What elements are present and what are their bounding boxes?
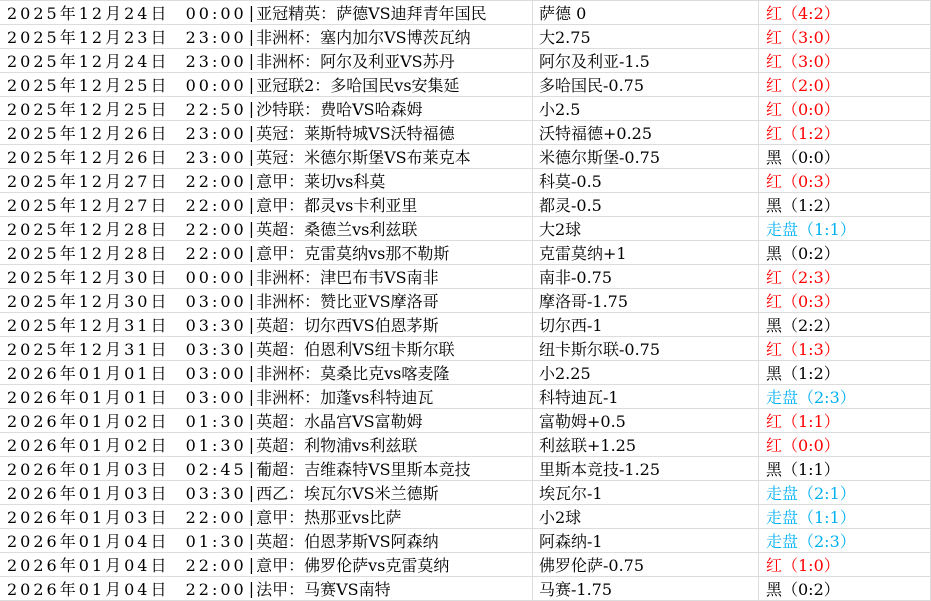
handicap-cell[interactable] bbox=[532, 25, 758, 48]
separator: | bbox=[248, 387, 255, 406]
table-row bbox=[0, 1, 931, 25]
match-info-cell[interactable] bbox=[0, 505, 532, 528]
table-row bbox=[0, 289, 931, 313]
result-text: 黑（1:2） bbox=[766, 196, 840, 215]
handicap-cell[interactable] bbox=[532, 97, 758, 120]
separator: | bbox=[248, 267, 255, 286]
handicap-cell[interactable] bbox=[532, 145, 758, 168]
handicap-cell[interactable] bbox=[532, 577, 758, 600]
table-row bbox=[0, 553, 931, 577]
result-text: 黑（0:2） bbox=[766, 244, 840, 263]
match-info-cell[interactable] bbox=[0, 25, 532, 48]
handicap-pick: 小2球 bbox=[539, 508, 582, 527]
result-text: 走盘（2:1） bbox=[766, 484, 856, 503]
match-info-cell[interactable] bbox=[0, 169, 532, 192]
result-text: 走盘（2:3） bbox=[766, 388, 856, 407]
league-match: 意甲：佛罗伦萨vs克雷莫纳 bbox=[256, 556, 450, 575]
league-match: 非洲杯：阿尔及利亚VS苏丹 bbox=[256, 52, 455, 71]
match-info-cell[interactable] bbox=[0, 433, 532, 456]
result-text: 红（1:0） bbox=[766, 556, 840, 575]
separator: | bbox=[248, 147, 255, 166]
handicap-pick: 阿森纳-1 bbox=[539, 532, 603, 551]
handicap-cell[interactable] bbox=[532, 217, 758, 240]
result-cell[interactable] bbox=[758, 313, 931, 336]
league-match: 英超：切尔西VS伯恩茅斯 bbox=[256, 316, 439, 335]
result-cell[interactable] bbox=[758, 73, 931, 96]
league-match: 意甲：克雷莫纳vs那不勒斯 bbox=[256, 244, 450, 263]
result-cell[interactable] bbox=[758, 385, 931, 408]
match-datetime: 2026年01月02日 01:30 bbox=[7, 412, 247, 431]
separator: | bbox=[248, 75, 255, 94]
match-datetime: 2025年12月27日 22:00 bbox=[7, 172, 247, 191]
match-info-cell[interactable] bbox=[0, 457, 532, 480]
separator: | bbox=[248, 339, 255, 358]
league-match: 亚冠联2：多哈国民vs安集延 bbox=[256, 76, 460, 95]
separator: | bbox=[248, 459, 255, 478]
handicap-cell[interactable] bbox=[532, 313, 758, 336]
table-row bbox=[0, 481, 931, 505]
match-info-cell[interactable] bbox=[0, 577, 532, 600]
result-cell[interactable] bbox=[758, 337, 931, 360]
match-datetime: 2026年01月02日 01:30 bbox=[7, 436, 247, 455]
match-datetime: 2025年12月24日 23:00 bbox=[7, 52, 247, 71]
match-datetime: 2026年01月01日 03:00 bbox=[7, 364, 247, 383]
league-match: 英超：桑德兰vs利兹联 bbox=[256, 220, 418, 239]
league-match: 非洲杯：塞内加尔VS博茨瓦纳 bbox=[256, 28, 471, 47]
separator: | bbox=[248, 531, 255, 550]
handicap-pick: 富勒姆+0.5 bbox=[539, 412, 626, 431]
result-cell[interactable] bbox=[758, 121, 931, 144]
result-cell[interactable] bbox=[758, 169, 931, 192]
result-text: 红（3:0） bbox=[766, 28, 840, 47]
table-row bbox=[0, 577, 931, 601]
result-text: 红（4:2） bbox=[766, 4, 840, 23]
match-info-cell[interactable] bbox=[0, 313, 532, 336]
league-match: 英超：伯恩利VS纽卡斯尔联 bbox=[256, 340, 455, 359]
league-match: 葡超：吉维森特VS里斯本竞技 bbox=[256, 460, 471, 479]
league-match: 法甲：马赛VS南特 bbox=[256, 580, 391, 599]
table-row bbox=[0, 145, 931, 169]
handicap-pick: 科特迪瓦-1 bbox=[539, 388, 619, 407]
match-datetime: 2025年12月30日 03:00 bbox=[7, 292, 247, 311]
league-match: 西乙：埃瓦尔VS米兰德斯 bbox=[256, 484, 439, 503]
result-text: 红（0:3） bbox=[766, 172, 840, 191]
match-info-cell[interactable] bbox=[0, 217, 532, 240]
handicap-cell[interactable] bbox=[532, 529, 758, 552]
handicap-cell[interactable] bbox=[532, 121, 758, 144]
handicap-cell[interactable] bbox=[532, 361, 758, 384]
result-text: 红（0:0） bbox=[766, 436, 840, 455]
result-cell[interactable] bbox=[758, 433, 931, 456]
result-cell[interactable] bbox=[758, 193, 931, 216]
match-datetime: 2026年01月04日 22:00 bbox=[7, 556, 247, 575]
handicap-cell[interactable] bbox=[532, 409, 758, 432]
handicap-pick: 摩洛哥-1.75 bbox=[539, 292, 629, 311]
league-match: 非洲杯：赞比亚VS摩洛哥 bbox=[256, 292, 439, 311]
separator: | bbox=[248, 555, 255, 574]
handicap-cell[interactable] bbox=[532, 193, 758, 216]
result-text: 走盘（1:1） bbox=[766, 220, 856, 239]
match-info-cell[interactable] bbox=[0, 385, 532, 408]
separator: | bbox=[248, 171, 255, 190]
handicap-pick: 纽卡斯尔联-0.75 bbox=[539, 340, 661, 359]
table-row bbox=[0, 49, 931, 73]
league-match: 英超：伯恩茅斯VS阿森纳 bbox=[256, 532, 439, 551]
handicap-cell[interactable] bbox=[532, 553, 758, 576]
handicap-pick: 多哈国民-0.75 bbox=[539, 76, 645, 95]
match-datetime: 2025年12月28日 22:00 bbox=[7, 220, 247, 239]
match-datetime: 2026年01月04日 01:30 bbox=[7, 532, 247, 551]
table-row bbox=[0, 337, 931, 361]
result-text: 黑（0:0） bbox=[766, 148, 840, 167]
match-info-cell[interactable] bbox=[0, 73, 532, 96]
table-row bbox=[0, 529, 931, 553]
match-info-cell[interactable] bbox=[0, 481, 532, 504]
handicap-cell[interactable] bbox=[532, 1, 758, 24]
handicap-cell[interactable] bbox=[532, 241, 758, 264]
league-match: 英超：水晶宫VS富勒姆 bbox=[256, 412, 423, 431]
handicap-pick: 切尔西-1 bbox=[539, 316, 603, 335]
separator: | bbox=[248, 411, 255, 430]
match-info-cell[interactable] bbox=[0, 337, 532, 360]
result-cell[interactable] bbox=[758, 241, 931, 264]
match-info-cell[interactable] bbox=[0, 49, 532, 72]
league-match: 沙特联：费哈VS哈森姆 bbox=[256, 100, 423, 119]
league-match: 英超：利物浦vs利兹联 bbox=[256, 436, 418, 455]
match-datetime: 2025年12月26日 23:00 bbox=[7, 148, 247, 167]
handicap-pick: 沃特福德+0.25 bbox=[539, 124, 653, 143]
handicap-cell[interactable] bbox=[532, 457, 758, 480]
match-datetime: 2025年12月24日 00:00 bbox=[7, 4, 247, 23]
handicap-cell[interactable] bbox=[532, 289, 758, 312]
separator: | bbox=[248, 195, 255, 214]
separator: | bbox=[248, 243, 255, 262]
match-info-cell[interactable] bbox=[0, 241, 532, 264]
handicap-pick: 米德尔斯堡-0.75 bbox=[539, 148, 661, 167]
handicap-pick: 马赛-1.75 bbox=[539, 580, 613, 599]
handicap-cell[interactable] bbox=[532, 505, 758, 528]
handicap-pick: 里斯本竞技-1.25 bbox=[539, 460, 661, 479]
match-datetime: 2026年01月04日 22:00 bbox=[7, 580, 247, 599]
separator: | bbox=[248, 291, 255, 310]
handicap-cell[interactable] bbox=[532, 265, 758, 288]
match-datetime: 2026年01月03日 02:45 bbox=[7, 460, 247, 479]
match-datetime: 2026年01月03日 22:00 bbox=[7, 508, 247, 527]
handicap-cell[interactable] bbox=[532, 481, 758, 504]
table-row bbox=[0, 217, 931, 241]
match-info-cell[interactable] bbox=[0, 361, 532, 384]
result-cell[interactable] bbox=[758, 145, 931, 168]
separator: | bbox=[248, 123, 255, 142]
table-row bbox=[0, 73, 931, 97]
handicap-pick: 克雷莫纳+1 bbox=[539, 244, 627, 263]
league-match: 非洲杯：加蓬vs科特迪瓦 bbox=[256, 388, 434, 407]
table-row bbox=[0, 97, 931, 121]
separator: | bbox=[248, 27, 255, 46]
result-cell[interactable] bbox=[758, 361, 931, 384]
result-cell[interactable] bbox=[758, 553, 931, 576]
result-text: 红（2:0） bbox=[766, 76, 840, 95]
separator: | bbox=[248, 219, 255, 238]
table-row bbox=[0, 409, 931, 433]
handicap-cell[interactable] bbox=[532, 337, 758, 360]
result-text: 红（0:0） bbox=[766, 100, 840, 119]
league-match: 英冠：莱斯特城VS沃特福德 bbox=[256, 124, 455, 143]
result-text: 黑（0:2） bbox=[766, 580, 840, 599]
handicap-pick: 科莫-0.5 bbox=[539, 172, 602, 191]
handicap-pick: 萨德 0 bbox=[539, 4, 587, 23]
handicap-pick: 埃瓦尔-1 bbox=[539, 484, 603, 503]
match-info-cell[interactable] bbox=[0, 121, 532, 144]
handicap-pick: 都灵-0.5 bbox=[539, 196, 602, 215]
result-text: 红（0:3） bbox=[766, 292, 840, 311]
match-datetime: 2025年12月25日 00:00 bbox=[7, 76, 247, 95]
result-text: 黑（1:2） bbox=[766, 364, 840, 383]
handicap-pick: 南非-0.75 bbox=[539, 268, 613, 287]
separator: | bbox=[248, 99, 255, 118]
table-row bbox=[0, 433, 931, 457]
handicap-cell[interactable] bbox=[532, 385, 758, 408]
result-cell[interactable] bbox=[758, 409, 931, 432]
result-text: 红（1:1） bbox=[766, 412, 840, 431]
table-row bbox=[0, 193, 931, 217]
match-datetime: 2025年12月26日 23:00 bbox=[7, 124, 247, 143]
result-text: 红（2:3） bbox=[766, 268, 840, 287]
match-datetime: 2025年12月31日 03:30 bbox=[7, 340, 247, 359]
match-datetime: 2025年12月31日 03:30 bbox=[7, 316, 247, 335]
result-cell[interactable] bbox=[758, 577, 931, 600]
separator: | bbox=[248, 507, 255, 526]
handicap-pick: 大2球 bbox=[539, 220, 582, 239]
league-match: 亚冠精英：萨德VS迪拜青年国民 bbox=[256, 4, 487, 23]
match-info-cell[interactable] bbox=[0, 289, 532, 312]
league-match: 意甲：莱切vs科莫 bbox=[256, 172, 386, 191]
handicap-cell[interactable] bbox=[532, 169, 758, 192]
handicap-pick: 阿尔及利亚-1.5 bbox=[539, 52, 650, 71]
result-cell[interactable] bbox=[758, 529, 931, 552]
handicap-cell[interactable] bbox=[532, 433, 758, 456]
handicap-cell[interactable] bbox=[532, 49, 758, 72]
result-text: 走盘（2:3） bbox=[766, 532, 856, 551]
match-datetime: 2026年01月03日 03:30 bbox=[7, 484, 247, 503]
league-match: 意甲：热那亚vs比萨 bbox=[256, 508, 402, 527]
result-cell[interactable] bbox=[758, 97, 931, 120]
result-text: 走盘（1:1） bbox=[766, 508, 856, 527]
result-text: 黑（1:1） bbox=[766, 460, 840, 479]
table-row bbox=[0, 361, 931, 385]
result-text: 红（1:2） bbox=[766, 124, 840, 143]
handicap-pick: 利兹联+1.25 bbox=[539, 436, 637, 455]
match-info-cell[interactable] bbox=[0, 553, 532, 576]
result-cell[interactable] bbox=[758, 25, 931, 48]
result-cell[interactable] bbox=[758, 481, 931, 504]
result-cell[interactable] bbox=[758, 1, 931, 24]
handicap-pick: 佛罗伦萨-0.75 bbox=[539, 556, 645, 575]
result-text: 红（1:3） bbox=[766, 340, 840, 359]
table-row bbox=[0, 121, 931, 145]
league-match: 英冠：米德尔斯堡VS布莱克本 bbox=[256, 148, 471, 167]
result-cell[interactable] bbox=[758, 265, 931, 288]
match-info-cell[interactable] bbox=[0, 265, 532, 288]
match-info-cell[interactable] bbox=[0, 97, 532, 120]
table-row bbox=[0, 241, 931, 265]
table-row bbox=[0, 385, 931, 409]
match-datetime: 2026年01月01日 03:00 bbox=[7, 388, 247, 407]
handicap-pick: 小2.25 bbox=[539, 364, 591, 383]
match-datetime: 2025年12月25日 22:50 bbox=[7, 100, 247, 119]
separator: | bbox=[248, 579, 255, 598]
match-datetime: 2025年12月23日 23:00 bbox=[7, 28, 247, 47]
result-cell[interactable] bbox=[758, 457, 931, 480]
result-cell[interactable] bbox=[758, 289, 931, 312]
match-info-cell[interactable] bbox=[0, 409, 532, 432]
handicap-pick: 大2.75 bbox=[539, 28, 591, 47]
match-info-cell[interactable] bbox=[0, 1, 532, 24]
handicap-cell[interactable] bbox=[532, 73, 758, 96]
match-info-cell[interactable] bbox=[0, 529, 532, 552]
league-match: 意甲：都灵vs卡利亚里 bbox=[256, 196, 418, 215]
separator: | bbox=[248, 51, 255, 70]
league-match: 非洲杯：津巴布韦VS南非 bbox=[256, 268, 439, 287]
table-row bbox=[0, 313, 931, 337]
match-info-cell[interactable] bbox=[0, 145, 532, 168]
result-cell[interactable] bbox=[758, 217, 931, 240]
match-info-cell[interactable] bbox=[0, 193, 532, 216]
table-row bbox=[0, 505, 931, 529]
separator: | bbox=[248, 483, 255, 502]
result-cell[interactable] bbox=[758, 505, 931, 528]
result-text: 黑（2:2） bbox=[766, 316, 840, 335]
handicap-pick: 小2.5 bbox=[539, 100, 581, 119]
match-datetime: 2025年12月28日 22:00 bbox=[7, 244, 247, 263]
separator: | bbox=[248, 3, 255, 22]
match-datetime: 2025年12月27日 22:00 bbox=[7, 196, 247, 215]
result-text: 红（3:0） bbox=[766, 52, 840, 71]
table-row bbox=[0, 457, 931, 481]
table-row bbox=[0, 25, 931, 49]
match-datetime: 2025年12月30日 00:00 bbox=[7, 268, 247, 287]
separator: | bbox=[248, 435, 255, 454]
table-row bbox=[0, 265, 931, 289]
separator: | bbox=[248, 363, 255, 382]
table-row bbox=[0, 169, 931, 193]
league-match: 非洲杯：莫桑比克vs喀麦隆 bbox=[256, 364, 450, 383]
result-cell[interactable] bbox=[758, 49, 931, 72]
separator: | bbox=[248, 315, 255, 334]
